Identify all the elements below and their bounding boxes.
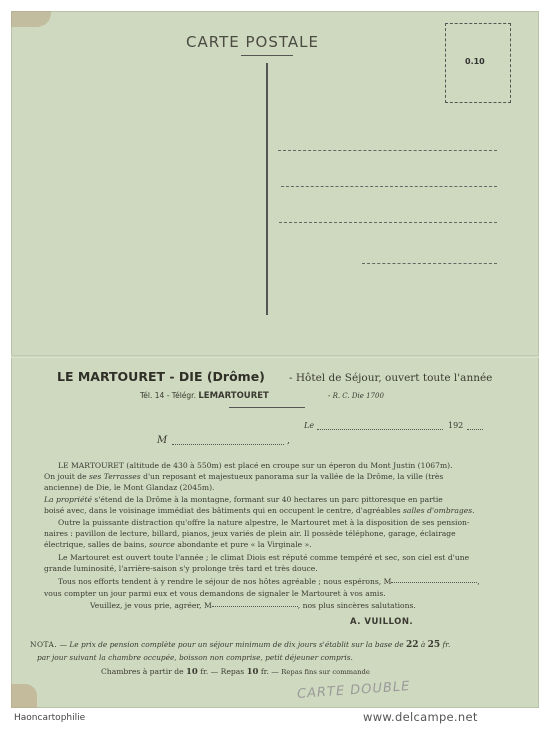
- recipient-dots: [172, 444, 284, 445]
- text-italic: salles d'ombrages.: [403, 506, 475, 515]
- text: à: [418, 640, 428, 649]
- year-dots: [467, 429, 483, 430]
- room-price: 10: [185, 667, 198, 677]
- rc-number: - R. C. Die 1700: [328, 392, 384, 400]
- stain-bottom-left: [11, 684, 37, 708]
- para5-line2: vous compter un jour parmi eux et vous demandons de signaler le Martouret à vos amis.: [44, 589, 386, 598]
- year-label: 192: [448, 421, 464, 430]
- para1-line1: LE MARTOURET (altitude de 430 à 550m) est placé en croupe sur un éperon du Mont Justin (1067m).: [58, 461, 453, 470]
- meal-price: 10: [246, 667, 259, 677]
- recipient-comma: ,: [287, 436, 290, 446]
- text: , nos plus sincères salutations.: [297, 601, 416, 610]
- recipient-label: M: [157, 435, 168, 446]
- para2-line2: [44, 507, 475, 515]
- nota-line1: [30, 641, 450, 650]
- nota-line2: par jour suivant la chambre occupée, boisson non comprise, petit déjeuner compris.: [37, 653, 353, 662]
- text: — Le prix de pension complète pour un séjour minimum de dix jours s'établit sur la base de: [57, 640, 407, 649]
- address-line-2: [281, 186, 497, 187]
- para6-line: [90, 602, 416, 610]
- text: d'un reposant et majestueux panorama sur la vallée de la Drôme, la ville (très: [140, 472, 444, 481]
- tel-name: LEMARTOURET: [198, 391, 269, 401]
- para4-line2: grande luminosité, l'arrière-saison s'y prolonge très tard et très douce.: [44, 564, 318, 573]
- text: fr. —: [258, 667, 282, 676]
- para1-line2: [44, 473, 443, 481]
- text: boisé avec, dans le voisinage immédiat des bâtiments qui en occupent le centre, d'agréables: [44, 506, 404, 515]
- para4-line1: Le Martouret est ouvert toute l'année ; le climat Diois est réputé comme tempéré et sec, son ciel est d'une: [58, 553, 470, 562]
- para1-line3: ancienne) de Die, le Mont Glandaz (2045m).: [44, 483, 215, 492]
- handwritten-note: CARTE DOUBLE: [296, 679, 411, 702]
- site-watermark: www.delcampe.net: [363, 710, 478, 724]
- price-low: 22: [406, 640, 419, 650]
- text: ,: [477, 577, 480, 586]
- address-line-3: [279, 222, 497, 223]
- text: abondante et pure « la Virginale ».: [174, 540, 312, 549]
- para5-line1: [58, 578, 480, 586]
- text: Tous nos efforts tendent à y rendre le séjour de nos hôtes agréable ; nous espérons, M: [58, 577, 392, 586]
- date-label: Le: [304, 421, 315, 430]
- signature: A. VUILLON.: [350, 617, 414, 627]
- text: fr. — Repas: [197, 667, 247, 676]
- title-underline: [241, 55, 293, 56]
- chambres-line: [101, 668, 370, 677]
- text: électrique, salles de bains,: [44, 540, 150, 549]
- text: fr.: [440, 640, 451, 649]
- card-fold-line: [11, 355, 539, 358]
- telephone-line: [140, 392, 269, 401]
- text: Chambres à partir de: [101, 667, 186, 676]
- text: On jouit de: [44, 472, 90, 481]
- address-line-1: [278, 150, 497, 151]
- text: Repas fins sur commande: [281, 668, 370, 676]
- text: Veuillez, je vous prie, agréer, M: [90, 601, 212, 610]
- fill-dots: [391, 582, 477, 583]
- text-italic: La propriété: [44, 495, 93, 504]
- price-high: 25: [427, 640, 441, 650]
- fill-dots: [212, 606, 298, 607]
- stamp-value: 0.10: [465, 57, 485, 66]
- date-dots: [317, 429, 443, 430]
- para3-line3: [44, 541, 312, 549]
- para3-line2: naires : pavillon de lecture, billard, pianos, jeux variés de plein air. Il possède téléphone, garage, éclairage: [44, 529, 456, 538]
- card-title: CARTE POSTALE: [186, 33, 319, 51]
- seller-name: Haoncartophilie: [14, 713, 86, 723]
- nota-label: NOTA.: [30, 640, 58, 649]
- heading-sub: - Hôtel de Séjour, ouvert toute l'année: [289, 372, 493, 384]
- text: s'étend de la Drôme à la montagne, formant sur 40 hectares un parc pittoresque en partie: [92, 495, 443, 504]
- heading-name: LE MARTOURET - DIE (Drôme): [57, 369, 265, 384]
- heading-rule: [229, 407, 305, 408]
- para3-line1: Outre la puissante distraction qu'offre la nature alpestre, le Martouret met à la disposition de ses pension-: [58, 518, 470, 527]
- text-italic: source: [149, 540, 175, 549]
- tel-prefix: Tél. 14 - Télégr.: [140, 391, 196, 400]
- address-line-4: [362, 263, 497, 264]
- text-italic: ses Terrasses: [89, 472, 141, 481]
- para2-line1: [44, 496, 443, 504]
- address-divider: [266, 63, 268, 315]
